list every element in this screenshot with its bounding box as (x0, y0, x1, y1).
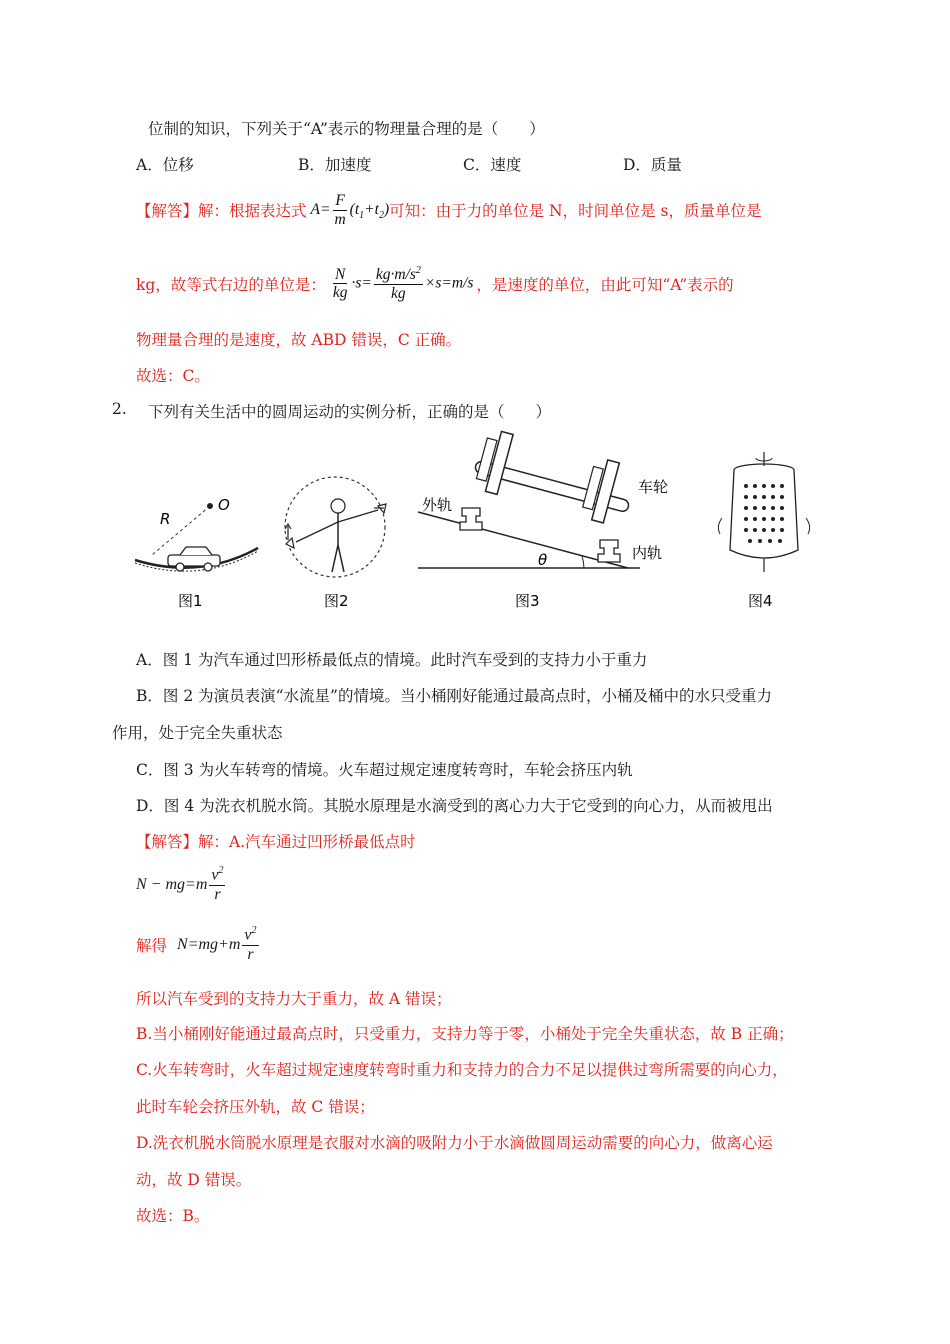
q2-answer-line: 所以汽车受到的支持力大于重力，故 A 错误； (136, 990, 452, 1008)
figure-2 (285, 477, 386, 610)
fig1-caption: 图1 (178, 592, 203, 610)
q2-number: 2. (112, 400, 127, 418)
formula-units: $\frac{N}{kg}$ ·s= $\frac{kg\cdot m/s^2}{kg}$ ×s=m/s (332, 265, 474, 302)
drum-icon (718, 452, 809, 572)
answer-tag: 【解答】 (136, 833, 199, 851)
q2-option-b-cont: 作用，处于完全失重状态 (112, 724, 283, 742)
label-r: R (160, 510, 171, 528)
q2-option-b: B．图 2 为演员表演“水流星”的情境。当小桶刚好能通过最高点时，小桶及桶中的水只受重力 (136, 687, 772, 705)
answer-text: 可知：由于力的单位是 N，时间单位是 s，质量单位是 (389, 202, 762, 221)
label-inner-rail: 内轨 (632, 544, 663, 562)
solve-label: 解得 (136, 936, 168, 955)
q2-answer-intro (136, 830, 416, 852)
label-o: O (218, 496, 230, 514)
figure-3 (418, 427, 668, 610)
label-wheel: 车轮 (638, 478, 669, 496)
q2-option-a: A．图 1 为汽车通过凹形桥最低点的情境。此时汽车受到的支持力小于重力 (136, 651, 648, 669)
q1-answer-line1 (136, 192, 761, 229)
q1-option-c: C．速度 (463, 156, 522, 174)
q2-choice: 故选：B。 (136, 1207, 210, 1225)
q2-figures (110, 400, 830, 620)
fig3-caption: 图3 (515, 592, 540, 610)
q2-answer-line: D.洗衣机脱水筒脱水原理是衣服对水滴的吸附力小于水滴做圆周运动需要的向心力，做离心运 (136, 1134, 773, 1152)
label-outer-rail: 外轨 (422, 496, 453, 514)
q2-answer-line: 此时车轮会挤压外轨，故 C 错误； (136, 1098, 375, 1116)
figure-4 (718, 452, 809, 610)
bucket-icon (286, 538, 294, 548)
equation-1: N − mg=m $\frac{v^2}{r}$ (136, 865, 224, 903)
q1-stem-tail: 位制的知识，下列关于“A”表示的物理量合理的是（ ） (148, 120, 545, 138)
q2-option-d: D．图 4 为洗衣机脱水筒。其脱水原理是水滴受到的离心力大于它受到的向心力，从而被甩出 (136, 797, 773, 815)
figure-1 (135, 496, 258, 610)
q1-answer-line2 (136, 265, 734, 303)
q2-answer-line: B.当小桶刚好能通过最高点时，只受重力，支持力等于零，小桶处于完全失重状态，故 B 正确； (136, 1025, 794, 1043)
q2-option-c: C．图 3 为火车转弯的情境。火车超过规定速度转弯时，车轮会挤压内轨 (136, 761, 633, 779)
formula-a: A= $\frac{F}{m}$ $(t_1+t_2)$ (310, 192, 390, 228)
answer-text: 解：A.汽车通过凹形桥最低点时 (198, 833, 416, 851)
equation-2-row (136, 925, 261, 964)
answer-tag: 【解答】 (136, 202, 199, 221)
answer-text: 解：根据表达式 (198, 202, 307, 221)
axle-icon (470, 427, 639, 528)
outer-rail-icon (460, 508, 482, 530)
q2-stem: 下列有关生活中的圆周运动的实例分析，正确的是（ ） (148, 403, 552, 421)
answer-text: ，是速度的单位，由此可知“A”表示的 (476, 275, 734, 294)
q2-answer-line: C.火车转弯时，火车超过规定速度转弯时重力和支持力的合力不足以提供过弯所需要的向心力， (136, 1061, 788, 1079)
answer-text: kg，故等式右边的单位是： (136, 275, 326, 294)
inner-rail-icon (598, 540, 620, 562)
q2-answer-line: 动，故 D 错误。 (136, 1171, 252, 1189)
q1-answer-line3: 物理量合理的是速度，故 ABD 错误，C 正确。 (136, 331, 462, 349)
performer-icon (296, 499, 378, 572)
fig2-caption: 图2 (324, 592, 349, 610)
q1-option-a: A．位移 (136, 156, 194, 174)
q1-option-d: D．质量 (623, 156, 682, 174)
q1-choice: 故选：C。 (136, 367, 210, 385)
label-theta: θ (538, 551, 548, 569)
equation-2: N=mg+m $\frac{v^2}{r}$ (177, 925, 257, 963)
fig4-caption: 图4 (748, 592, 773, 610)
q1-option-b: B．加速度 (298, 156, 372, 174)
